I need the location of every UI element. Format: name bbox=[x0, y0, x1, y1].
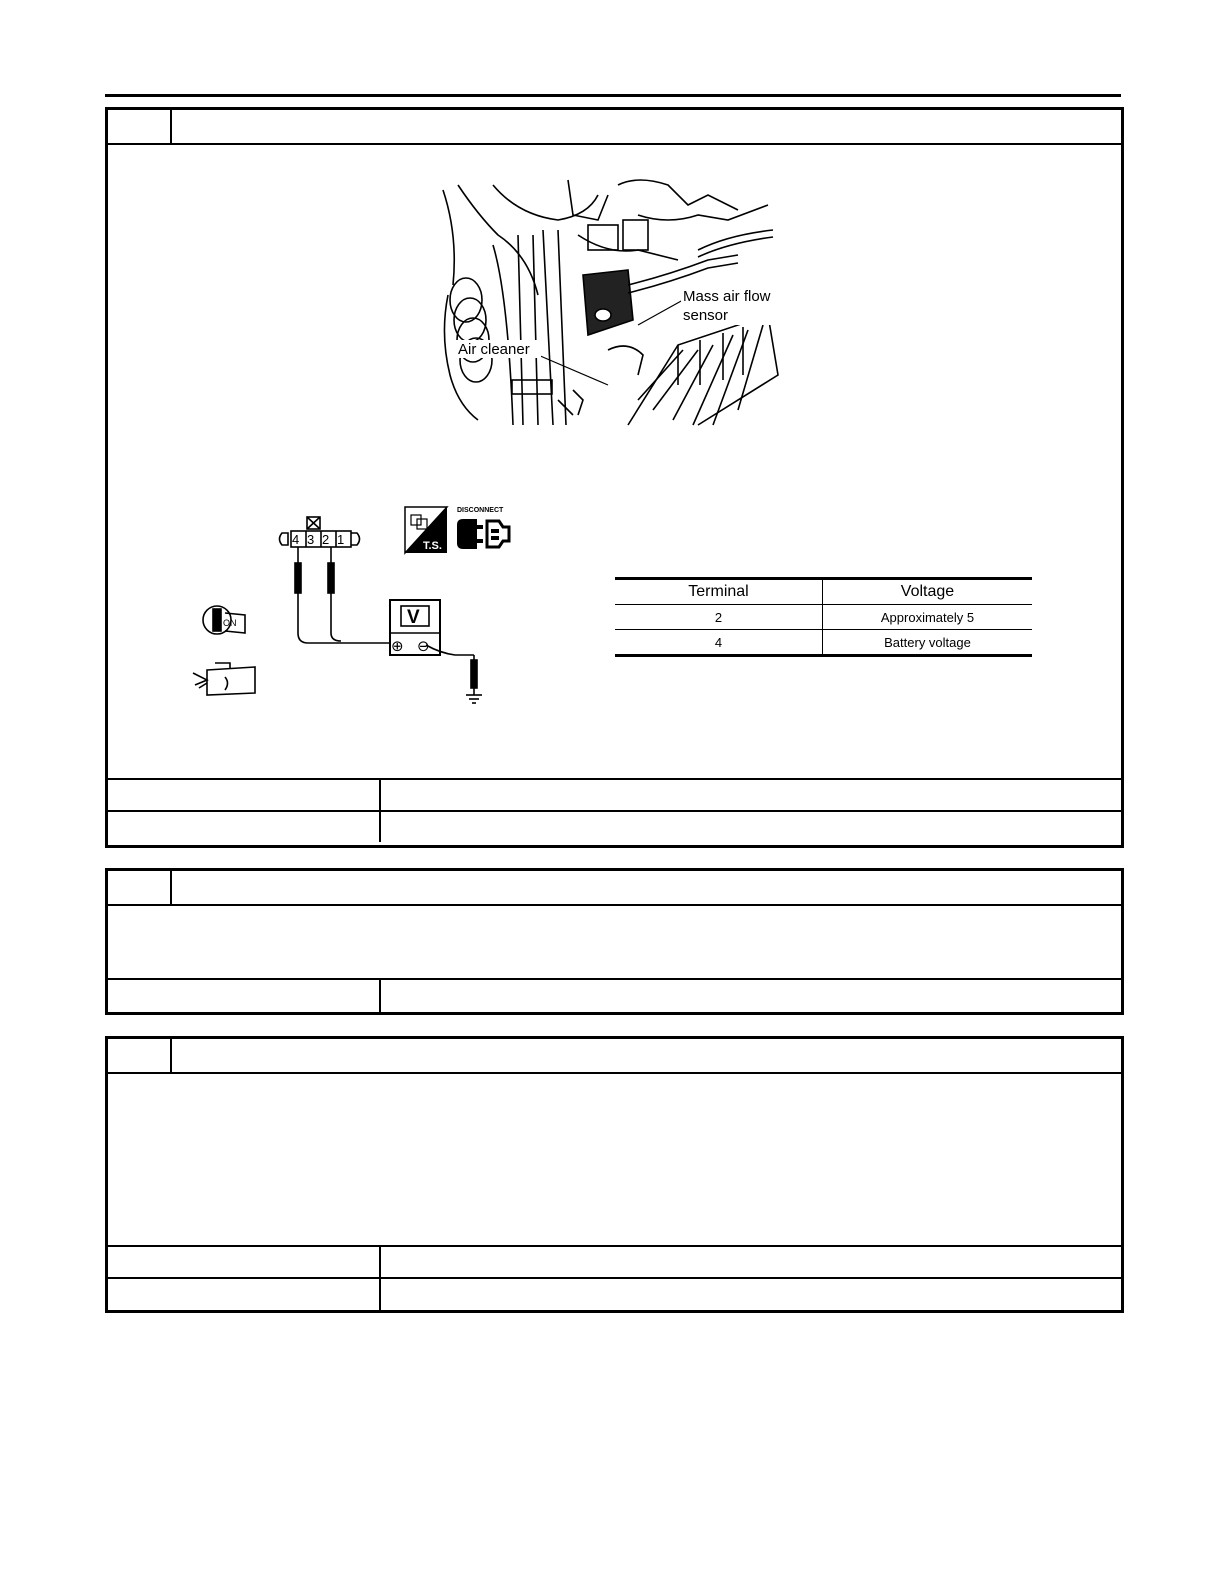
result-row-ng bbox=[108, 1277, 1121, 1312]
trouble-shooting-icon bbox=[405, 507, 447, 553]
voltmeter-plus-icon: ⊕ bbox=[391, 637, 404, 655]
engine-bay-illustration bbox=[438, 175, 786, 430]
step-header bbox=[108, 871, 1121, 906]
ignition-on-label: ON bbox=[223, 618, 237, 628]
step-number-cell bbox=[108, 1039, 172, 1072]
result-label-cell bbox=[108, 1247, 381, 1277]
result-row-ok bbox=[108, 778, 1121, 810]
connector-pin-4: 4 bbox=[292, 532, 300, 547]
terminal-voltage-table bbox=[615, 577, 1032, 657]
step-panel-2 bbox=[105, 868, 1124, 1015]
callout-air-cleaner-label: Air cleaner bbox=[458, 341, 530, 358]
connector-pin-3: 3 bbox=[307, 532, 315, 547]
ts-icon-label: T.S. bbox=[423, 540, 442, 552]
step-panel-3 bbox=[105, 1036, 1124, 1313]
table-row bbox=[615, 630, 1032, 656]
disconnect-icon bbox=[457, 507, 509, 549]
result-label-cell bbox=[108, 812, 381, 842]
result-label-cell bbox=[108, 780, 381, 810]
connector-pin-2: 2 bbox=[322, 532, 330, 547]
connector-pin-1: 1 bbox=[337, 532, 345, 547]
result-row bbox=[108, 978, 1121, 1014]
step-number-cell bbox=[108, 871, 172, 904]
table-cell-terminal: 4 bbox=[615, 630, 823, 656]
table-row bbox=[615, 605, 1032, 630]
table-cell-voltage: Approximately 5 bbox=[880, 609, 975, 625]
result-row-ng bbox=[108, 810, 1121, 842]
table-cell-terminal: 2 bbox=[615, 605, 823, 630]
callout-maf-label-2: sensor bbox=[683, 307, 729, 324]
result-row-ok bbox=[108, 1245, 1121, 1277]
callout-maf-label: Mass air flow bbox=[683, 288, 771, 305]
table-header-terminal: Terminal bbox=[615, 579, 823, 605]
step-number-cell bbox=[108, 110, 172, 143]
ts-disconnect-icons bbox=[403, 505, 523, 555]
step-header bbox=[108, 110, 1121, 145]
step-header bbox=[108, 1039, 1121, 1074]
table-header-row bbox=[615, 579, 1032, 605]
result-label-cell bbox=[108, 1279, 381, 1312]
voltmeter-label: V bbox=[407, 607, 420, 628]
voltmeter-minus-icon: ⊖ bbox=[417, 637, 430, 655]
disconnect-icon-label: DISCONNECT bbox=[457, 507, 504, 514]
engine-off-icon bbox=[193, 663, 255, 695]
table-cell-voltage: Battery voltage bbox=[884, 634, 971, 650]
table-header-voltage: Voltage bbox=[900, 583, 955, 600]
result-label-cell bbox=[108, 980, 381, 1014]
top-rule bbox=[105, 94, 1121, 97]
